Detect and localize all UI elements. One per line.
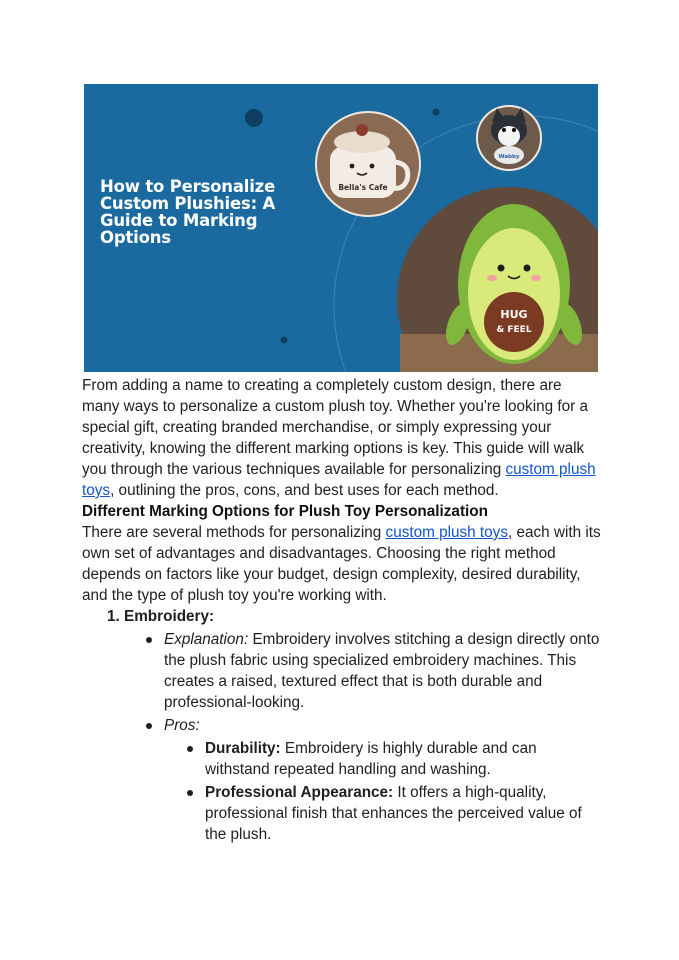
section-text: There are several methods for personalizing bbox=[82, 524, 386, 541]
method-details bbox=[124, 629, 602, 845]
section-text-end: , each with its own set of advantages and disadvantages. Choosing the right method depends on factors like your budget, design complexity, desired durability, and the type of plush toy you're working with. bbox=[82, 524, 601, 604]
section-paragraph bbox=[82, 522, 602, 606]
husky-plush-icon bbox=[477, 106, 541, 170]
pros-item bbox=[164, 715, 602, 845]
svg-text:HUG: HUG bbox=[500, 308, 528, 321]
cafe-cup-plush-icon bbox=[316, 112, 420, 216]
method-item bbox=[124, 606, 602, 845]
avocado-plush-icon bbox=[397, 187, 598, 372]
decor-dot-icon bbox=[281, 337, 288, 344]
intro-text: From adding a name to creating a completely custom design, there are many ways to personalize a custom plush toy. Whether you're looking for a special gift, creating branded merchandise, or simply expressing your creativity, knowing the different marking options is key. This guide will walk you through the various techniques available for personalizing bbox=[82, 377, 588, 478]
decor-dot-icon bbox=[245, 109, 263, 127]
pro-text: It offers a high-quality, professional finish that enhances the perceived value of the plush. bbox=[205, 784, 582, 843]
decor-dot-icon bbox=[433, 109, 440, 116]
svg-text:& FEEL: & FEEL bbox=[496, 325, 532, 335]
pro-label: Professional Appearance: bbox=[205, 784, 394, 801]
svg-text:Bella's Cafe: Bella's Cafe bbox=[338, 183, 388, 192]
article-body bbox=[82, 375, 602, 845]
hero-banner bbox=[84, 84, 598, 372]
pros-label: Pros: bbox=[164, 717, 200, 734]
pro-item bbox=[205, 782, 602, 845]
custom-plush-toys-link-2[interactable]: custom plush toys bbox=[385, 524, 508, 541]
pro-text: Embroidery is highly durable and can withstand repeated handling and washing. bbox=[205, 740, 537, 778]
hero-title: How to Personalize Custom Plushies: A Guide to Marking Options bbox=[100, 177, 276, 247]
section-heading: Different Marking Options for Plush Toy Personalization bbox=[82, 503, 488, 520]
custom-plush-toys-link[interactable]: custom plush toys bbox=[82, 461, 596, 499]
svg-text:Wabby: Wabby bbox=[498, 154, 520, 160]
explanation-label: Explanation: bbox=[164, 631, 249, 648]
explanation-item bbox=[164, 629, 602, 713]
pros-list bbox=[164, 738, 602, 845]
methods-list bbox=[82, 606, 602, 845]
explanation-text: Embroidery involves stitching a design directly onto the plush fabric using specialized embroidery machines. This creates a raised, textured effect that is both durable and professional-looking. bbox=[164, 631, 600, 711]
intro-paragraph bbox=[82, 375, 602, 501]
pro-item bbox=[205, 738, 602, 780]
method-title: Embroidery: bbox=[124, 608, 215, 625]
pro-label: Durability: bbox=[205, 740, 281, 757]
intro-text-end: , outlining the pros, cons, and best uses for each method. bbox=[110, 482, 499, 499]
